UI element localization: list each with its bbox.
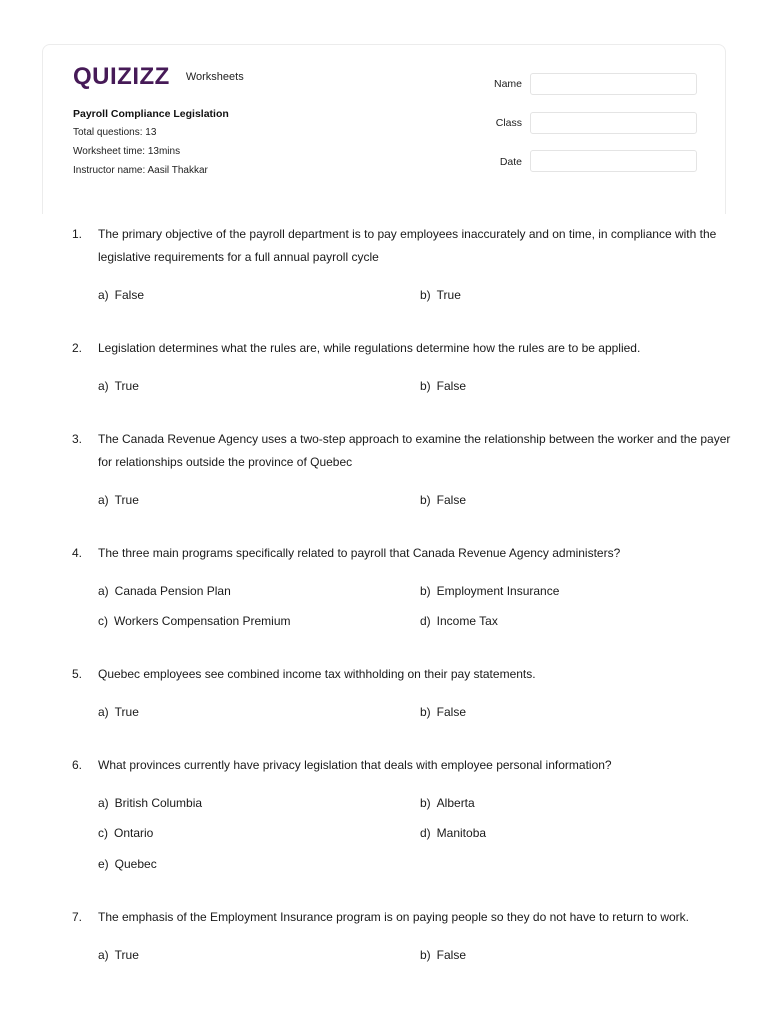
option-text: False <box>436 493 467 507</box>
option-text: British Columbia <box>114 796 203 810</box>
class-field[interactable] <box>530 112 697 134</box>
question-number: 4. <box>72 546 83 560</box>
question-number: 6. <box>72 758 83 772</box>
option-letter: b) <box>420 705 431 719</box>
quizizz-logo: QUIZIZZ <box>73 63 170 90</box>
option-letter: a) <box>98 705 109 719</box>
answer-option[interactable] <box>98 493 139 507</box>
question-number: 2. <box>72 341 83 355</box>
option-letter: c) <box>98 826 108 840</box>
option-text: Manitoba <box>436 826 487 840</box>
answer-option[interactable] <box>98 796 202 810</box>
option-letter: e) <box>98 857 109 871</box>
question-text: The primary objective of the payroll department is to pay employees inaccurately and on time, in compliance with the legislative requirements for a full annual payroll cycle <box>98 227 717 264</box>
name-field[interactable] <box>530 73 697 95</box>
answer-option[interactable] <box>420 705 466 719</box>
option-text: Quebec <box>114 857 157 871</box>
answer-option[interactable] <box>420 379 466 393</box>
option-letter: a) <box>98 493 109 507</box>
option-letter: a) <box>98 948 109 962</box>
option-text: Employment Insurance <box>436 584 560 598</box>
instructor-name: Instructor name: Aasil Thakkar <box>73 165 208 176</box>
option-letter: b) <box>420 493 431 507</box>
option-letter: b) <box>420 948 431 962</box>
answer-option[interactable] <box>98 584 231 598</box>
option-text: True <box>114 948 139 962</box>
option-text: Canada Pension Plan <box>114 584 231 598</box>
question-text: Legislation determines what the rules are, while regulations determine how the rules are to be applied. <box>98 341 641 355</box>
option-letter: d) <box>420 614 431 628</box>
answer-option[interactable] <box>98 857 157 871</box>
worksheet-time: Worksheet time: 13mins <box>73 146 181 157</box>
date-label: Date <box>499 156 522 168</box>
total-questions: Total questions: 13 <box>73 127 157 138</box>
answer-option[interactable] <box>420 493 466 507</box>
option-letter: b) <box>420 796 431 810</box>
name-label: Name <box>493 78 522 90</box>
option-text: True <box>436 288 461 302</box>
option-text: False <box>436 379 467 393</box>
answer-option[interactable] <box>420 584 559 598</box>
brand <box>73 63 244 91</box>
option-letter: a) <box>98 584 109 598</box>
answer-option[interactable] <box>98 948 139 962</box>
answer-option[interactable] <box>420 614 498 628</box>
question-text: What provinces currently have privacy legislation that deals with employee personal information? <box>98 758 612 772</box>
worksheet-title: Payroll Compliance Legislation <box>73 108 229 120</box>
option-letter: b) <box>420 288 431 302</box>
option-text: Income Tax <box>436 614 498 628</box>
option-text: False <box>436 948 467 962</box>
option-text: True <box>114 379 139 393</box>
option-letter: d) <box>420 826 431 840</box>
option-text: Workers Compensation Premium <box>114 614 291 628</box>
option-text: False <box>114 288 145 302</box>
brand-subtitle: Worksheets <box>185 71 244 83</box>
answer-option[interactable] <box>420 826 486 840</box>
option-text: True <box>114 493 139 507</box>
option-text: True <box>114 705 139 719</box>
option-letter: b) <box>420 379 431 393</box>
class-label: Class <box>495 117 522 129</box>
option-text: False <box>436 705 467 719</box>
question-number: 1. <box>72 227 83 241</box>
answer-option[interactable] <box>98 614 291 628</box>
option-letter: a) <box>98 288 109 302</box>
question-number: 3. <box>72 432 83 446</box>
option-letter: a) <box>98 379 109 393</box>
option-letter: a) <box>98 796 109 810</box>
question-text: Quebec employees see combined income tax withholding on their pay statements. <box>98 667 536 681</box>
answer-option[interactable] <box>98 705 139 719</box>
option-letter: b) <box>420 584 431 598</box>
answer-option[interactable] <box>420 948 466 962</box>
question-text: The three main programs specifically related to payroll that Canada Revenue Agency administers? <box>98 546 621 560</box>
worksheet-header <box>42 44 726 214</box>
question-number: 7. <box>72 910 83 924</box>
option-text: Ontario <box>114 826 154 840</box>
question-text: The Canada Revenue Agency uses a two-step approach to examine the relationship between the worker and the payer for relationships outside the province of Quebec <box>98 432 731 469</box>
question-text: The emphasis of the Employment Insurance program is on paying people so they do not have to return to work. <box>98 910 689 924</box>
option-text: Alberta <box>436 796 475 810</box>
answer-option[interactable] <box>420 288 461 302</box>
answer-option[interactable] <box>98 288 144 302</box>
answer-option[interactable] <box>98 826 153 840</box>
answer-option[interactable] <box>98 379 139 393</box>
date-field[interactable] <box>530 150 697 172</box>
option-letter: c) <box>98 614 108 628</box>
question-number: 5. <box>72 667 83 681</box>
answer-option[interactable] <box>420 796 475 810</box>
